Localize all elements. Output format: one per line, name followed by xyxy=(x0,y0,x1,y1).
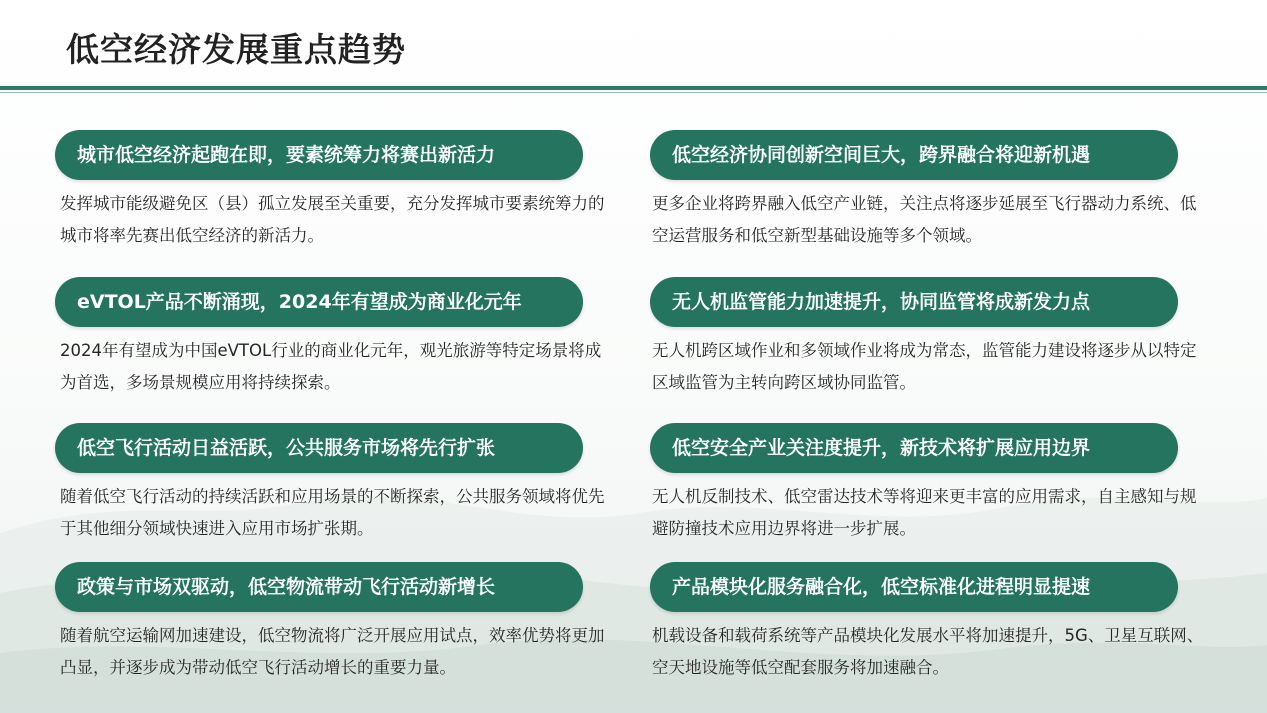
title-divider-thin xyxy=(0,92,1267,93)
trend-heading: 低空安全产业关注度提升，新技术将扩展应用边界 xyxy=(650,423,1178,473)
trend-card-public-service xyxy=(55,423,615,545)
trend-heading: 低空飞行活动日益活跃，公共服务市场将先行扩张 xyxy=(55,423,583,473)
trend-card-safety xyxy=(650,423,1207,545)
trend-heading: 无人机监管能力加速提升，协同监管将成新发力点 xyxy=(650,277,1178,327)
trend-heading: 产品模块化服务融合化，低空标准化进程明显提速 xyxy=(650,562,1178,612)
trend-description: 机载设备和载荷系统等产品模块化发展水平将加速提升，5G、卫星互联网、空天地设施等低空配套服务将加速融合。 xyxy=(652,626,1204,677)
trend-card-evtol xyxy=(55,277,615,399)
trend-heading: 低空经济协同创新空间巨大，跨界融合将迎新机遇 xyxy=(650,130,1178,180)
trend-description: 随着低空飞行活动的持续活跃和应用场景的不断探索，公共服务领域将优先于其他细分领域快速进入应用市场扩张期。 xyxy=(60,487,605,538)
trend-description: 无人机反制技术、低空雷达技术等将迎来更丰富的应用需求，自主感知与规避防撞技术应用边界将进一步扩展。 xyxy=(652,487,1197,538)
trend-description: 2024年有望成为中国eVTOL行业的商业化元年，观光旅游等特定场景将成为首选，多场景规模应用将持续探索。 xyxy=(60,341,602,392)
trend-description: 发挥城市能级避免区（县）孤立发展至关重要，充分发挥城市要素统筹力的城市将率先赛出低空经济的新活力。 xyxy=(60,194,605,245)
trend-description: 无人机跨区域作业和多领域作业将成为常态，监管能力建设将逐步从以特定区域监管为主转向跨区域协同监管。 xyxy=(652,341,1197,392)
trend-card-urban-economy xyxy=(55,130,615,252)
trend-heading: eVTOL产品不断涌现，2024年有望成为商业化元年 xyxy=(55,277,583,327)
trend-description: 更多企业将跨界融入低空产业链，关注点将逐步延展至飞行器动力系统、低空运营服务和低空新型基础设施等多个领域。 xyxy=(652,194,1197,245)
trend-heading: 政策与市场双驱动，低空物流带动飞行活动新增长 xyxy=(55,562,583,612)
trend-card-standardization xyxy=(650,562,1207,684)
title-divider xyxy=(0,86,1267,90)
trend-description: 随着航空运输网加速建设，低空物流将广泛开展应用试点，效率优势将更加凸显，并逐步成为带动低空飞行活动增长的重要力量。 xyxy=(60,626,605,677)
trend-card-logistics xyxy=(55,562,615,684)
trend-heading: 城市低空经济起跑在即，要素统筹力将赛出新活力 xyxy=(55,130,583,180)
page-title: 低空经济发展重点趋势 xyxy=(66,30,406,69)
trend-card-innovation xyxy=(650,130,1207,252)
trend-card-drone-regulation xyxy=(650,277,1207,399)
